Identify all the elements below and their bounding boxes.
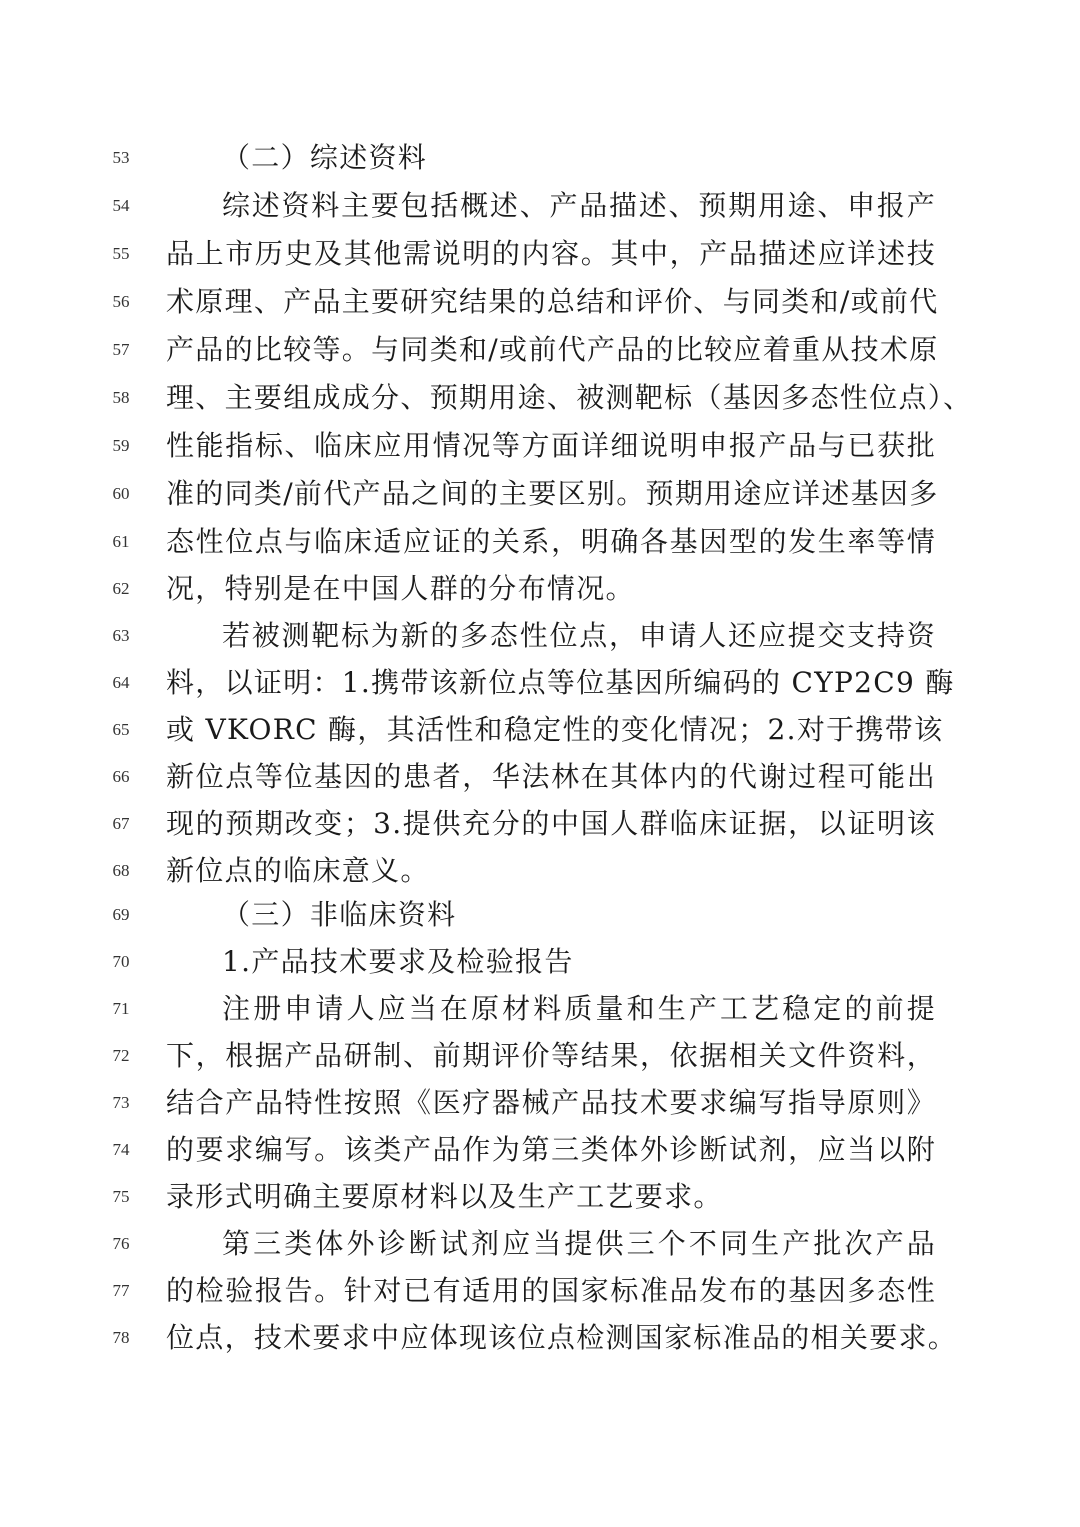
line-75 <box>0 1173 1080 1220</box>
paragraph-line: 性能指标、临床应用情况等方面详细说明申报产品与已获批 <box>166 429 936 462</box>
line-66 <box>0 753 1080 800</box>
line-number: 63 <box>112 626 130 645</box>
paragraph-line: 准的同类/前代产品之间的主要区别。预期用途应详述基因多 <box>166 477 939 510</box>
line-62 <box>0 565 1080 612</box>
line-number: 62 <box>112 579 130 598</box>
line-54 <box>0 182 1080 229</box>
line-number: 73 <box>112 1093 130 1112</box>
line-61 <box>0 518 1080 565</box>
paragraph-line: 况，特别是在中国人群的分布情况。 <box>166 572 635 605</box>
line-59 <box>0 422 1080 469</box>
line-number: 53 <box>112 148 130 167</box>
paragraph-line: 或 VKORC 酶，其活性和稳定性的变化情况；2.对于携带该 <box>166 713 944 746</box>
line-number: 78 <box>112 1328 130 1347</box>
paragraph-line: 产品的比较等。与同类和/或前代产品的比较应着重从技术原 <box>166 333 939 366</box>
line-74 <box>0 1126 1080 1173</box>
line-60 <box>0 470 1080 517</box>
line-number: 71 <box>112 999 130 1018</box>
paragraph-line: 的要求编写。该类产品作为第三类体外诊断试剂，应当以附 <box>166 1133 936 1166</box>
line-number: 76 <box>112 1234 130 1253</box>
line-57 <box>0 326 1080 373</box>
line-number: 56 <box>112 292 130 311</box>
line-number: 74 <box>112 1140 130 1159</box>
line-number: 70 <box>112 952 130 971</box>
line-number: 67 <box>112 814 130 833</box>
paragraph-line: 术原理、产品主要研究结果的总结和评价、与同类和/或前代 <box>166 285 939 318</box>
line-65 <box>0 706 1080 753</box>
line-number: 75 <box>112 1187 130 1206</box>
line-number: 68 <box>112 861 130 880</box>
section-heading: （二）综述资料 <box>222 141 428 174</box>
line-67 <box>0 800 1080 847</box>
paragraph-line: 若被测靶标为新的多态性位点，申请人还应提交支持资 <box>222 619 936 652</box>
line-73 <box>0 1079 1080 1126</box>
paragraph-line: 态性位点与临床适应证的关系，明确各基因型的发生率等情 <box>166 525 936 558</box>
line-76 <box>0 1220 1080 1267</box>
paragraph-line: 品上市历史及其他需说明的内容。其中，产品描述应详述技 <box>166 237 936 270</box>
line-70 <box>0 938 1080 985</box>
paragraph-line: 现的预期改变；3.提供充分的中国人群临床证据，以证明该 <box>166 807 936 840</box>
line-number: 55 <box>112 244 130 263</box>
line-number: 61 <box>112 532 130 551</box>
line-number: 65 <box>112 720 130 739</box>
line-64 <box>0 659 1080 706</box>
line-number: 59 <box>112 436 130 455</box>
line-69 <box>0 891 1080 938</box>
paragraph-line: 的检验报告。针对已有适用的国家标准品发布的基因多态性 <box>166 1274 936 1307</box>
line-71 <box>0 985 1080 1032</box>
line-number: 60 <box>112 484 130 503</box>
line-56 <box>0 278 1080 325</box>
section-heading: （三）非临床资料 <box>222 898 457 931</box>
line-63 <box>0 612 1080 659</box>
line-number: 69 <box>112 905 130 924</box>
line-78 <box>0 1314 1080 1361</box>
paragraph-line: 录形式明确主要原材料以及生产工艺要求。 <box>166 1180 723 1213</box>
line-number: 72 <box>112 1046 130 1065</box>
line-58 <box>0 374 1080 421</box>
paragraph-line: 结合产品特性按照《医疗器械产品技术要求编写指导原则》 <box>166 1086 936 1119</box>
line-number: 58 <box>112 388 130 407</box>
line-number: 64 <box>112 673 130 692</box>
line-68 <box>0 847 1080 894</box>
line-55 <box>0 230 1080 277</box>
line-number: 54 <box>112 196 130 215</box>
line-53 <box>0 134 1080 181</box>
subsection-heading: 1.产品技术要求及检验报告 <box>222 945 574 978</box>
paragraph-line: 注册申请人应当在原材料质量和生产工艺稳定的前提 <box>222 992 936 1025</box>
line-number: 77 <box>112 1281 130 1300</box>
paragraph-line: 位点，技术要求中应体现该位点检测国家标准品的相关要求。 <box>166 1321 958 1354</box>
paragraph-line: 料，以证明：1.携带该新位点等位基因所编码的 CYP2C9 酶 <box>166 666 955 699</box>
paragraph-line: 理、主要组成成分、预期用途、被测靶标（基因多态性位点）、 <box>166 381 973 414</box>
paragraph-line: 第三类体外诊断试剂应当提供三个不同生产批次产品 <box>222 1227 936 1260</box>
paragraph-line: 下，根据产品研制、前期评价等结果，依据相关文件资料， <box>166 1039 936 1072</box>
line-72 <box>0 1032 1080 1079</box>
line-number: 66 <box>112 767 130 786</box>
paragraph-line: 新位点等位基因的患者，华法林在其体内的代谢过程可能出 <box>166 760 936 793</box>
line-77 <box>0 1267 1080 1314</box>
paragraph-line: 新位点的临床意义。 <box>166 854 430 887</box>
line-number: 57 <box>112 340 130 359</box>
paragraph-line: 综述资料主要包括概述、产品描述、预期用途、申报产 <box>222 189 936 222</box>
